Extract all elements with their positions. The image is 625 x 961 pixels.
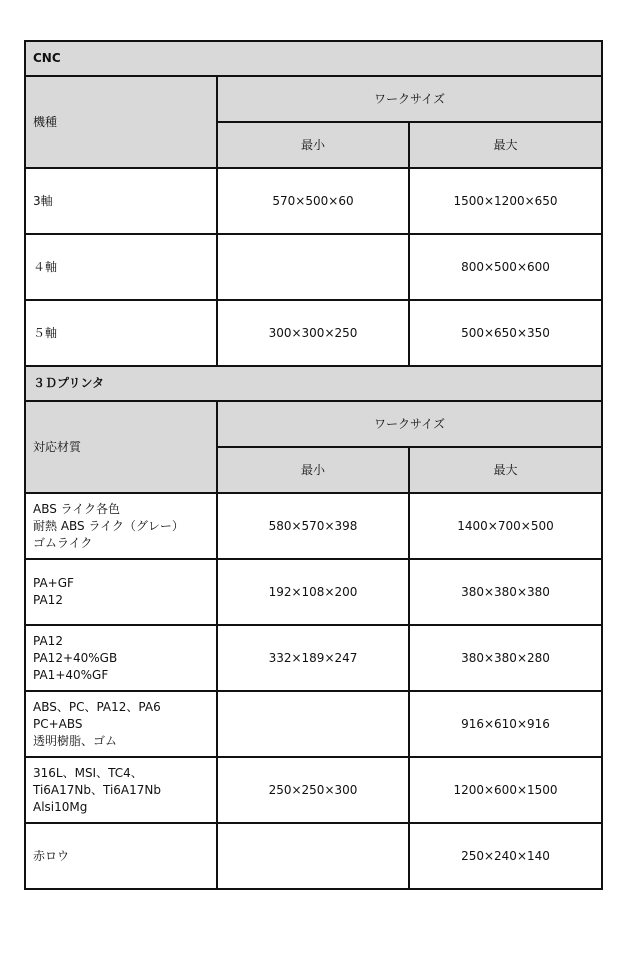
material-line: PA1+40%GF <box>33 667 109 682</box>
material-line: ゴムライク <box>33 535 93 550</box>
material-line: Ti6A17Nb、Ti6A17Nb <box>33 782 162 797</box>
max-size-cell: 250×240×140 <box>409 823 602 889</box>
column-header-work-size: ワークサイズ <box>217 76 602 122</box>
max-size-cell: 380×380×380 <box>409 559 602 625</box>
material-line: 耐熱 ABS ライク（グレー） <box>33 518 184 533</box>
column-header-material: 対応材質 <box>25 401 217 493</box>
table-row <box>25 559 602 625</box>
material-line: PA12+40%GB <box>33 650 118 665</box>
model-cell: 3軸 <box>25 168 217 234</box>
max-size-cell: 380×380×280 <box>409 625 602 691</box>
material-line: ABS、PC、PA12、PA6 <box>33 699 161 714</box>
model-cell: ４軸 <box>25 234 217 300</box>
material-line: PA+GF <box>33 576 74 590</box>
min-size-cell: 332×189×247 <box>217 625 409 691</box>
material-cell <box>25 559 217 625</box>
material-line: Alsi10Mg <box>33 799 88 814</box>
material-cell <box>25 691 217 757</box>
table-row <box>25 625 602 691</box>
max-size-cell: 1200×600×1500 <box>409 757 602 823</box>
max-size-cell: 916×610×916 <box>409 691 602 757</box>
column-header-work-size: ワークサイズ <box>217 401 602 447</box>
min-size-cell <box>217 234 409 300</box>
table-row <box>25 168 602 234</box>
column-header-model: 機種 <box>25 76 217 168</box>
min-size-cell: 570×500×60 <box>217 168 409 234</box>
max-size-cell: 1500×1200×650 <box>409 168 602 234</box>
table-row <box>25 691 602 757</box>
material-cell <box>25 625 217 691</box>
material-line: 316L、MSI、TC4、 <box>33 765 143 780</box>
column-header-max: 最大 <box>409 122 602 168</box>
material-line: ABS ライク各色 <box>33 501 121 516</box>
min-size-cell <box>217 823 409 889</box>
table-row <box>25 493 602 559</box>
max-size-cell: 800×500×600 <box>409 234 602 300</box>
table-row <box>25 234 602 300</box>
min-size-cell: 250×250×300 <box>217 757 409 823</box>
material-line: 赤ロウ <box>33 848 70 863</box>
max-size-cell: 500×650×350 <box>409 300 602 366</box>
min-size-cell <box>217 691 409 757</box>
min-size-cell: 192×108×200 <box>217 559 409 625</box>
material-line: 透明樹脂、ゴム <box>33 733 118 748</box>
material-cell <box>25 493 217 559</box>
section-header-3d-printer: ３Ｄプリンタ <box>25 366 602 401</box>
min-size-cell: 580×570×398 <box>217 493 409 559</box>
min-size-cell: 300×300×250 <box>217 300 409 366</box>
section-header-cnc: CNC <box>25 41 602 76</box>
material-line: PA12 <box>33 633 63 648</box>
table-row <box>25 823 602 889</box>
table-row <box>25 300 602 366</box>
model-cell: ５軸 <box>25 300 217 366</box>
material-line: PA12 <box>33 593 63 607</box>
column-header-min: 最小 <box>217 122 409 168</box>
column-header-max: 最大 <box>409 447 602 493</box>
material-cell <box>25 757 217 823</box>
spec-table <box>24 40 603 890</box>
material-line: PC+ABS <box>33 716 83 731</box>
column-header-min: 最小 <box>217 447 409 493</box>
material-cell <box>25 823 217 889</box>
max-size-cell: 1400×700×500 <box>409 493 602 559</box>
table-row <box>25 757 602 823</box>
